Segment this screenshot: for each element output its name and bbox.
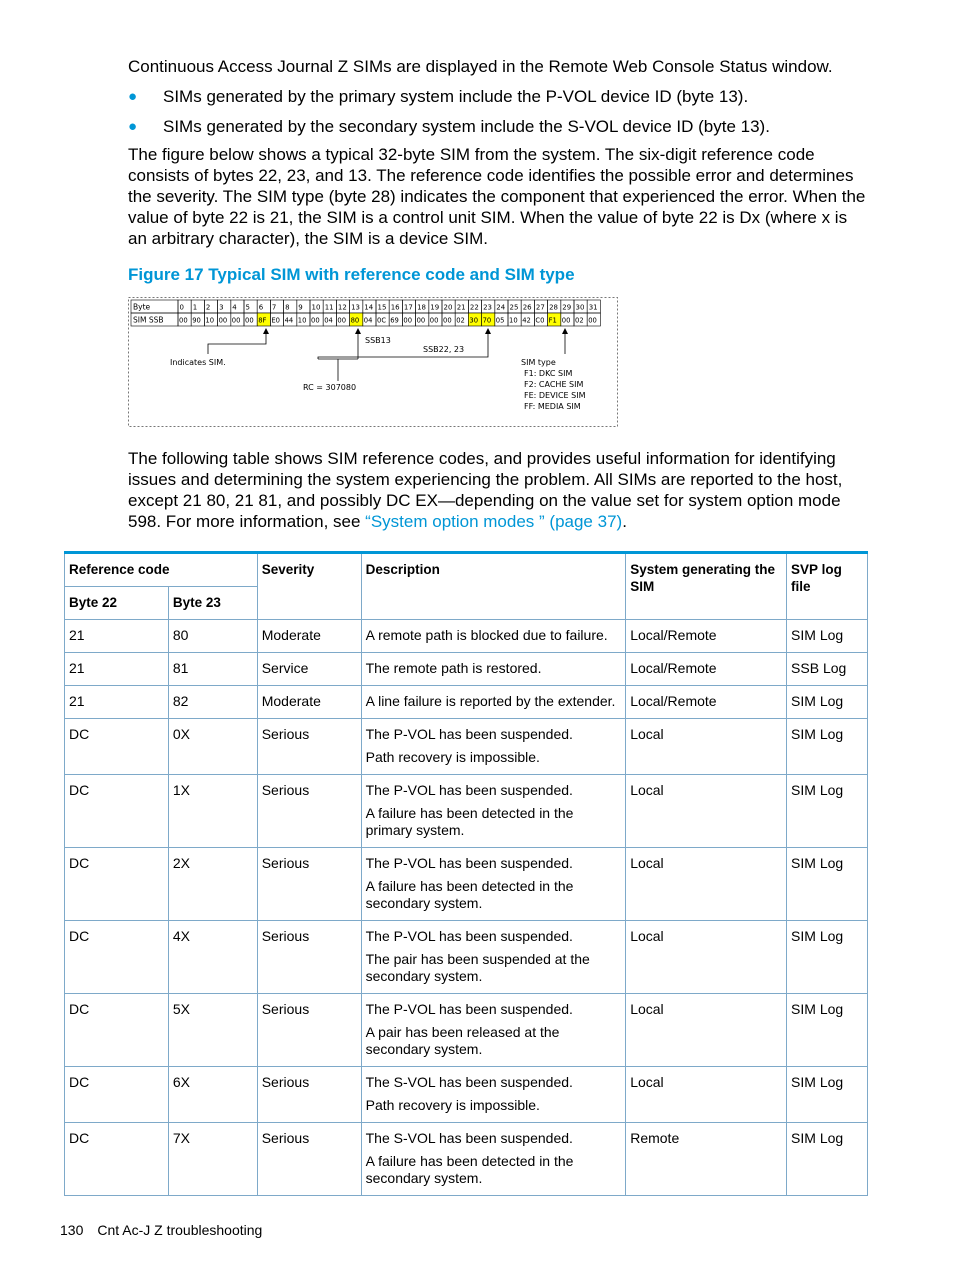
cell-byte23: 5X [168, 994, 257, 1067]
cell-byte22: DC [65, 994, 169, 1067]
byte-value: 00 [218, 316, 228, 325]
cell-byte23: 6X [168, 1067, 257, 1123]
byte-value: 00 [245, 316, 254, 325]
cell-byte22: DC [65, 1123, 169, 1196]
cell-severity: Serious [257, 848, 361, 921]
table-description-paragraph [128, 448, 870, 532]
cell-byte23: 82 [168, 686, 257, 719]
cell-description [361, 775, 626, 848]
byte-value: 90 [192, 316, 201, 325]
table-description-text: The following table shows SIM reference codes, and provides useful information for identifying issues and determining the system experiencing the problem. All SIMs are reported to the host, except 21 80, 21 81, and possibly DC EX—depending on the value set for system option mode 598. For more information, see [128, 449, 843, 531]
byte-value: 02 [456, 316, 465, 325]
byte-value: 80 [350, 316, 360, 325]
byte-value: 04 [363, 316, 373, 325]
bullet-item [128, 116, 870, 137]
intro-paragraph: Continuous Access Journal Z SIMs are displayed in the Remote Web Console Status window. [128, 57, 833, 76]
page-footer [60, 1222, 262, 1238]
byte-index: 24 [496, 303, 506, 312]
page-number: 130 [60, 1222, 84, 1238]
cell-severity: Service [257, 653, 361, 686]
label-sim-type: F1: DKC SIM [524, 369, 573, 378]
byte-value: 00 [231, 316, 241, 325]
byte-value: 00 [311, 316, 320, 325]
header-byte22: Byte 22 [65, 587, 169, 620]
cell-system: Local [626, 921, 787, 994]
description-detail: A failure has been detected in the secondary system. [365, 878, 574, 911]
byte-index: 31 [588, 303, 598, 312]
cell-svp-log: SIM Log [787, 994, 868, 1067]
bullet-text: SIMs generated by the secondary system include the S-VOL device ID (byte 13). [163, 117, 770, 136]
bullet-item [128, 86, 870, 107]
byte-index: 8 [285, 303, 290, 312]
description-detail: A failure has been detected in the primary system. [365, 805, 574, 838]
byte-value: 44 [284, 316, 294, 325]
cell-byte22: DC [65, 848, 169, 921]
cell-severity: Moderate [257, 686, 361, 719]
description-detail: A failure has been detected in the secondary system. [365, 1153, 574, 1186]
byte-index: 4 [232, 303, 237, 312]
cell-byte23: 0X [168, 719, 257, 775]
byte-value: 00 [416, 316, 426, 325]
arrowhead-icon [562, 328, 568, 334]
cell-svp-log: SIM Log [787, 1123, 868, 1196]
byte-index: 20 [443, 303, 453, 312]
arrowhead-icon [263, 328, 269, 334]
cell-description [361, 1123, 626, 1196]
byte-index: 15 [377, 303, 387, 312]
byte-index: 18 [417, 303, 427, 312]
cell-description [361, 848, 626, 921]
byte-index: 6 [258, 303, 264, 312]
description-detail: The pair has been suspended at the secondary system. [365, 951, 590, 984]
arrow-sim-indicator [208, 330, 266, 354]
byte-index: 3 [219, 303, 224, 312]
header-reference-code: Reference code [65, 553, 258, 587]
cell-byte22: DC [65, 921, 169, 994]
cell-byte23: 80 [168, 620, 257, 653]
cell-svp-log: SIM Log [787, 686, 868, 719]
table-row [65, 848, 868, 921]
byte-index: 23 [483, 303, 493, 312]
cell-byte22: DC [65, 1067, 169, 1123]
bullet-list [128, 86, 870, 146]
table-row [65, 775, 868, 848]
table-row [65, 620, 868, 653]
description-line: The S-VOL has been suspended. [365, 1074, 573, 1090]
header-byte23: Byte 23 [168, 587, 257, 620]
bullet-text: SIMs generated by the primary system include the P-VOL device ID (byte 13). [163, 87, 749, 106]
cell-severity: Serious [257, 921, 361, 994]
label-ssb13: SSB13 [365, 336, 391, 345]
system-option-modes-link[interactable]: “System option modes ” (page 37) [365, 512, 623, 531]
cell-description [361, 1067, 626, 1123]
cell-byte22: 21 [65, 653, 169, 686]
byte-value: 0C [377, 316, 387, 325]
table-row [65, 686, 868, 719]
byte-value: 70 [482, 316, 492, 325]
label-sim-type-title: SIM type [521, 358, 556, 367]
label-sim-type: FE: DEVICE SIM [524, 391, 586, 400]
arrowhead-icon [485, 328, 491, 334]
table-row [65, 653, 868, 686]
cell-svp-log: SIM Log [787, 719, 868, 775]
cell-severity: Serious [257, 1067, 361, 1123]
cell-svp-log: SIM Log [787, 921, 868, 994]
byte-index: 21 [456, 303, 466, 312]
description-detail: Path recovery is impossible. [365, 1097, 540, 1113]
byte-index: 13 [351, 303, 361, 312]
byte-index: 7 [271, 303, 277, 312]
cell-description [361, 653, 626, 686]
cell-system: Local [626, 775, 787, 848]
byte-value: 04 [324, 316, 333, 325]
byte-index: 28 [549, 303, 559, 312]
description-line: The P-VOL has been suspended. [365, 1001, 573, 1017]
cell-byte22: 21 [65, 686, 169, 719]
cell-system: Local [626, 994, 787, 1067]
table-body [65, 620, 868, 1196]
cell-svp-log: SIM Log [787, 1067, 868, 1123]
byte-value: 02 [575, 316, 584, 325]
byte-value: 69 [390, 316, 399, 325]
byte-value: 00 [403, 316, 413, 325]
description-line: The remote path is restored. [365, 660, 542, 676]
byte-value: F1 [548, 316, 557, 325]
byte-index: 25 [509, 303, 519, 312]
cell-system: Local/Remote [626, 620, 787, 653]
cell-severity: Serious [257, 775, 361, 848]
byte-value: 10 [297, 316, 307, 325]
grid-row-label: SIM SSB [133, 315, 164, 325]
cell-severity: Serious [257, 1123, 361, 1196]
cell-byte23: 81 [168, 653, 257, 686]
cell-system: Local [626, 719, 787, 775]
label-sim-type: FF: MEDIA SIM [524, 402, 581, 411]
byte-value: 42 [522, 316, 531, 325]
cell-byte23: 2X [168, 848, 257, 921]
byte-index: 5 [245, 303, 250, 312]
table-row [65, 994, 868, 1067]
cell-byte22: 21 [65, 620, 169, 653]
figure-annotations [170, 328, 586, 411]
description-line: The P-VOL has been suspended. [365, 726, 573, 742]
label-rc: RC = 307080 [303, 383, 357, 392]
byte-index: 30 [575, 303, 585, 312]
figure-caption: Figure 17 Typical SIM with reference code and SIM type [128, 265, 575, 284]
byte-index: 26 [522, 303, 532, 312]
cell-severity: Serious [257, 719, 361, 775]
cell-svp-log: SIM Log [787, 620, 868, 653]
byte-value: C0 [535, 316, 545, 325]
description-line: A remote path is blocked due to failure. [365, 627, 608, 643]
table-row [65, 719, 868, 775]
header-system: System generating the SIM [626, 553, 787, 620]
description-line: The P-VOL has been suspended. [365, 855, 573, 871]
byte-grid [131, 300, 600, 326]
byte-value: 8F [258, 316, 267, 325]
bullet-dot-icon: ● [128, 118, 138, 135]
byte-index: 0 [179, 303, 184, 312]
byte-value: 00 [179, 316, 188, 325]
cell-description [361, 686, 626, 719]
sim-figure [128, 297, 618, 427]
cell-byte23: 1X [168, 775, 257, 848]
byte-index: 11 [324, 303, 334, 312]
cell-system: Local [626, 848, 787, 921]
cell-system: Remote [626, 1123, 787, 1196]
table-row [65, 1067, 868, 1123]
header-svp-log: SVP log file [787, 553, 868, 620]
arrowhead-icon [355, 328, 361, 334]
byte-index: 1 [192, 303, 198, 312]
byte-value: 00 [429, 316, 439, 325]
byte-value: 10 [205, 316, 215, 325]
cell-byte22: DC [65, 775, 169, 848]
byte-index: 17 [403, 303, 413, 312]
byte-value: 00 [337, 316, 347, 325]
cell-system: Local/Remote [626, 686, 787, 719]
cell-svp-log: SIM Log [787, 848, 868, 921]
byte-value: 00 [588, 316, 597, 325]
byte-value: 30 [469, 316, 479, 325]
label-indicates-sim: Indicates SIM. [170, 358, 226, 367]
cell-system: Local [626, 1067, 787, 1123]
description-line: The P-VOL has been suspended. [365, 928, 573, 944]
cell-svp-log: SSB Log [787, 653, 868, 686]
sim-reference-table [64, 551, 868, 1196]
cell-svp-log: SIM Log [787, 775, 868, 848]
cell-description [361, 921, 626, 994]
description-line: A line failure is reported by the extender. [365, 693, 616, 709]
cell-description [361, 719, 626, 775]
table-row [65, 921, 868, 994]
grid-row-label: Byte [133, 302, 151, 312]
byte-index: 16 [390, 303, 400, 312]
byte-value: 10 [509, 316, 518, 325]
figure-description-paragraph: The figure below shows a typical 32-byte SIM from the system. The six-digit reference code consists of bytes 22, 23, and 13. The reference code identifies the possible error and determines the severity. The SIM type (byte 28) indicates the component that experienced the error. When the value of byte 22 is 21, the SIM is a control unit SIM. When the value of byte 22 is Dx (where x is an arbitrary character), the SIM is a device SIM. [128, 145, 866, 248]
byte-index: 2 [205, 303, 211, 312]
bullet-dot-icon: ● [128, 88, 138, 105]
description-detail: Path recovery is impossible. [365, 749, 540, 765]
byte-index: 19 [430, 303, 440, 312]
byte-value: 00 [561, 316, 571, 325]
footer-section-title: Cnt Ac-J Z troubleshooting [97, 1222, 263, 1238]
byte-value: 05 [495, 316, 505, 325]
description-line: The S-VOL has been suspended. [365, 1130, 573, 1146]
cell-byte23: 4X [168, 921, 257, 994]
byte-index: 10 [311, 303, 321, 312]
byte-value: 00 [443, 316, 452, 325]
cell-description [361, 994, 626, 1067]
cell-byte22: DC [65, 719, 169, 775]
description-detail: A pair has been released at the secondary system. [365, 1024, 560, 1057]
byte-index: 29 [562, 303, 572, 312]
cell-severity: Serious [257, 994, 361, 1067]
header-severity: Severity [257, 553, 361, 620]
cell-system: Local/Remote [626, 653, 787, 686]
table-description-end: . [622, 512, 627, 531]
byte-value: E0 [271, 316, 281, 325]
cell-severity: Moderate [257, 620, 361, 653]
description-line: The P-VOL has been suspended. [365, 782, 573, 798]
byte-index: 14 [364, 303, 374, 312]
byte-index: 27 [535, 303, 545, 312]
byte-index: 22 [469, 303, 479, 312]
label-ssb22-23: SSB22, 23 [423, 345, 465, 354]
label-sim-type: F2: CACHE SIM [524, 380, 584, 389]
cell-description [361, 620, 626, 653]
byte-index: 12 [337, 303, 347, 312]
byte-index: 9 [298, 303, 303, 312]
cell-byte23: 7X [168, 1123, 257, 1196]
header-description: Description [361, 553, 626, 620]
table-row [65, 1123, 868, 1196]
